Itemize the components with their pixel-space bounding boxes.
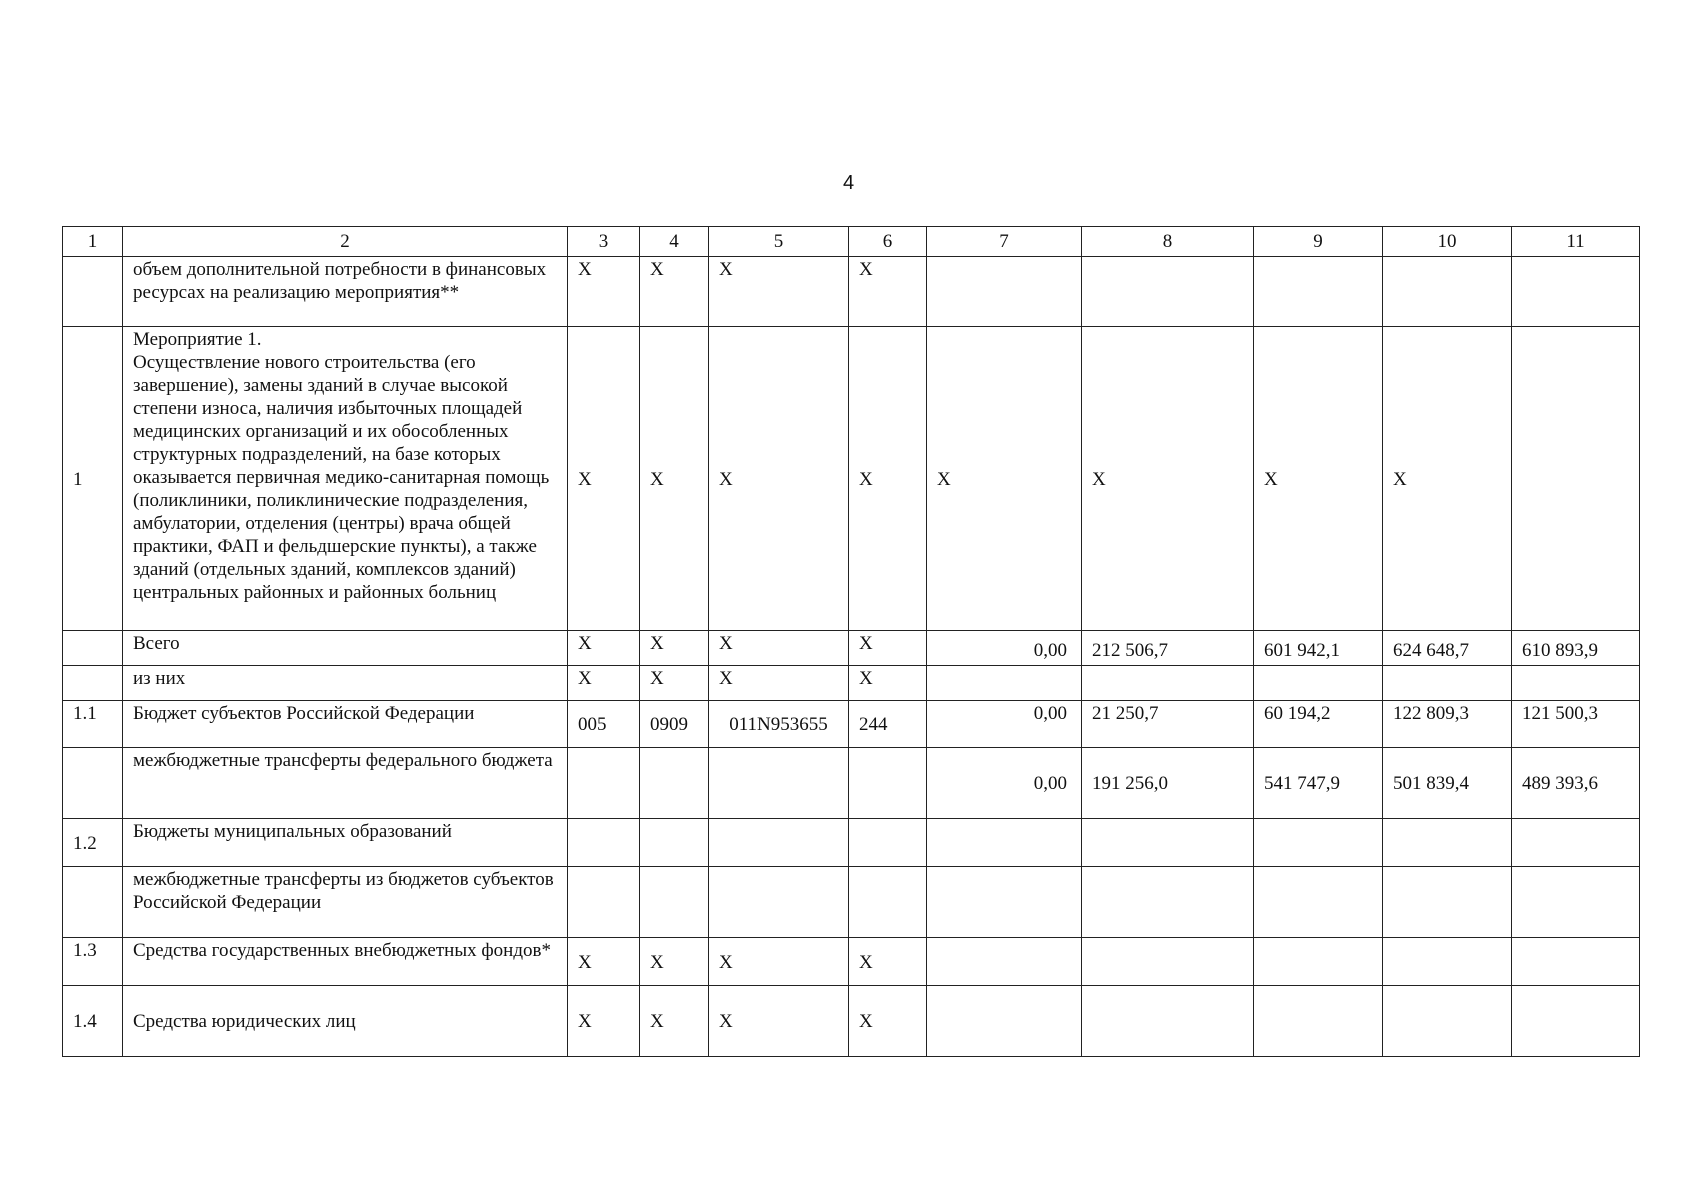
row-number: 1.3 <box>63 938 123 986</box>
code-cell <box>640 748 709 819</box>
value-cell <box>927 986 1082 1057</box>
value-cell: 0,00 <box>927 701 1082 748</box>
code-cell: X <box>640 327 709 631</box>
value-cell <box>1383 666 1512 701</box>
code-cell: X <box>709 938 849 986</box>
value-cell: 0,00 <box>927 631 1082 666</box>
value-cell: X <box>1383 327 1512 631</box>
value-cell: 501 839,4 <box>1383 748 1512 819</box>
table-row <box>63 938 1640 986</box>
code-cell <box>568 867 640 938</box>
value-cell: 122 809,3 <box>1383 701 1512 748</box>
row-number: 1.1 <box>63 701 123 748</box>
code-cell: X <box>640 631 709 666</box>
row-description: объем дополнительной потребности в финансовых ресурсах на реализацию мероприятия** <box>123 257 568 327</box>
code-cell: X <box>849 666 927 701</box>
row-number: 1.2 <box>63 819 123 867</box>
code-cell: 005 <box>568 701 640 748</box>
row-description: межбюджетные трансферты федерального бюджета <box>123 748 568 819</box>
measure-text: Осуществление нового строительства (его завершение), замены зданий в случае высокой степени износа, наличия избыточных площадей медицинских организаций и их обособленных структурных подразделений, на базе которых оказывается первичная медико-санитарная помощь (поликлиники, поликлинические подразделения, амбулатории, отделения (центры) врача общей практики, ФАП и фельдшерские пункты), а также зданий (отдельных зданий, комплексов зданий) центральных районных и районных больниц <box>133 352 550 603</box>
row-number <box>63 867 123 938</box>
value-cell <box>927 867 1082 938</box>
code-cell: 0909 <box>640 701 709 748</box>
value-cell <box>1254 666 1383 701</box>
code-cell: X <box>568 257 640 327</box>
code-cell: X <box>568 327 640 631</box>
value-cell <box>927 257 1082 327</box>
code-cell <box>709 819 849 867</box>
row-number: 1.4 <box>63 986 123 1057</box>
value-cell <box>927 819 1082 867</box>
value-cell <box>1082 938 1254 986</box>
value-cell <box>1254 986 1383 1057</box>
code-cell: X <box>709 631 849 666</box>
code-cell <box>849 819 927 867</box>
measure-title: Мероприятие 1. <box>133 329 262 350</box>
code-cell <box>640 819 709 867</box>
value-cell: X <box>1254 327 1383 631</box>
row-number <box>63 666 123 701</box>
value-cell <box>1082 867 1254 938</box>
header-row <box>63 227 1640 257</box>
code-cell: X <box>709 257 849 327</box>
code-cell: X <box>709 327 849 631</box>
row-description: Бюджет субъектов Российской Федерации <box>123 701 568 748</box>
value-cell: 0,00 <box>927 748 1082 819</box>
row-description: Средства юридических лиц <box>123 986 568 1057</box>
value-cell <box>1082 819 1254 867</box>
value-cell: 624 648,7 <box>1383 631 1512 666</box>
header-cell-5: 5 <box>709 227 849 257</box>
value-cell <box>1082 666 1254 701</box>
value-cell <box>1512 867 1640 938</box>
value-cell <box>1512 257 1640 327</box>
header-cell-8: 8 <box>1082 227 1254 257</box>
row-number: 1 <box>63 327 123 631</box>
value-cell <box>1383 867 1512 938</box>
header-cell-9: 9 <box>1254 227 1383 257</box>
code-cell <box>709 748 849 819</box>
code-cell: X <box>849 938 927 986</box>
code-cell: X <box>709 986 849 1057</box>
value-cell: 121 500,3 <box>1512 701 1640 748</box>
budget-table <box>62 226 1640 1057</box>
value-cell <box>1254 938 1383 986</box>
value-cell: 60 194,2 <box>1254 701 1383 748</box>
value-cell <box>1082 986 1254 1057</box>
header-cell-2: 2 <box>123 227 568 257</box>
table-row <box>63 986 1640 1057</box>
table-row <box>63 819 1640 867</box>
value-cell: 489 393,6 <box>1512 748 1640 819</box>
code-cell: X <box>849 257 927 327</box>
row-description: из них <box>123 666 568 701</box>
page-number: 4 <box>842 172 855 194</box>
table-row <box>63 666 1640 701</box>
value-cell <box>1383 986 1512 1057</box>
code-cell: X <box>568 938 640 986</box>
row-description <box>123 327 568 631</box>
value-cell <box>1082 257 1254 327</box>
row-description: Всего <box>123 631 568 666</box>
table-row <box>63 701 1640 748</box>
code-cell: X <box>709 666 849 701</box>
value-cell: 541 747,9 <box>1254 748 1383 819</box>
value-cell <box>1512 666 1640 701</box>
header-cell-4: 4 <box>640 227 709 257</box>
value-cell <box>1383 257 1512 327</box>
value-cell: 601 942,1 <box>1254 631 1383 666</box>
row-description: межбюджетные трансферты из бюджетов субъектов Российской Федерации <box>123 867 568 938</box>
row-description: Средства государственных внебюджетных фондов* <box>123 938 568 986</box>
value-cell <box>1254 867 1383 938</box>
code-cell <box>640 867 709 938</box>
value-cell <box>1512 819 1640 867</box>
code-cell <box>849 748 927 819</box>
code-cell: 244 <box>849 701 927 748</box>
code-cell: X <box>640 257 709 327</box>
code-cell: X <box>568 631 640 666</box>
value-cell: 212 506,7 <box>1082 631 1254 666</box>
value-cell <box>1383 938 1512 986</box>
value-cell <box>927 666 1082 701</box>
code-cell: X <box>568 986 640 1057</box>
value-cell <box>1254 819 1383 867</box>
table-row <box>63 631 1640 666</box>
table-row <box>63 867 1640 938</box>
value-cell <box>1512 986 1640 1057</box>
value-cell: X <box>927 327 1082 631</box>
header-cell-1: 1 <box>63 227 123 257</box>
code-cell: X <box>849 631 927 666</box>
table-row <box>63 257 1640 327</box>
value-cell: 191 256,0 <box>1082 748 1254 819</box>
value-cell: 610 893,9 <box>1512 631 1640 666</box>
code-cell: X <box>568 666 640 701</box>
value-cell <box>1254 257 1383 327</box>
row-description: Бюджеты муниципальных образований <box>123 819 568 867</box>
code-cell: X <box>849 986 927 1057</box>
row-number <box>63 631 123 666</box>
header-cell-11: 11 <box>1512 227 1640 257</box>
code-cell: 011N953655 <box>709 701 849 748</box>
code-cell <box>709 867 849 938</box>
value-cell <box>1512 327 1640 631</box>
value-cell: 21 250,7 <box>1082 701 1254 748</box>
value-cell <box>927 938 1082 986</box>
code-cell: X <box>849 327 927 631</box>
value-cell: X <box>1082 327 1254 631</box>
header-cell-6: 6 <box>849 227 927 257</box>
value-cell <box>1383 819 1512 867</box>
header-cell-7: 7 <box>927 227 1082 257</box>
code-cell: X <box>640 666 709 701</box>
value-cell <box>1512 938 1640 986</box>
header-cell-3: 3 <box>568 227 640 257</box>
code-cell <box>568 748 640 819</box>
row-number <box>63 257 123 327</box>
code-cell: X <box>640 938 709 986</box>
code-cell <box>568 819 640 867</box>
table-row <box>63 327 1640 631</box>
header-cell-10: 10 <box>1383 227 1512 257</box>
code-cell <box>849 867 927 938</box>
table-row <box>63 748 1640 819</box>
code-cell: X <box>640 986 709 1057</box>
row-number <box>63 748 123 819</box>
